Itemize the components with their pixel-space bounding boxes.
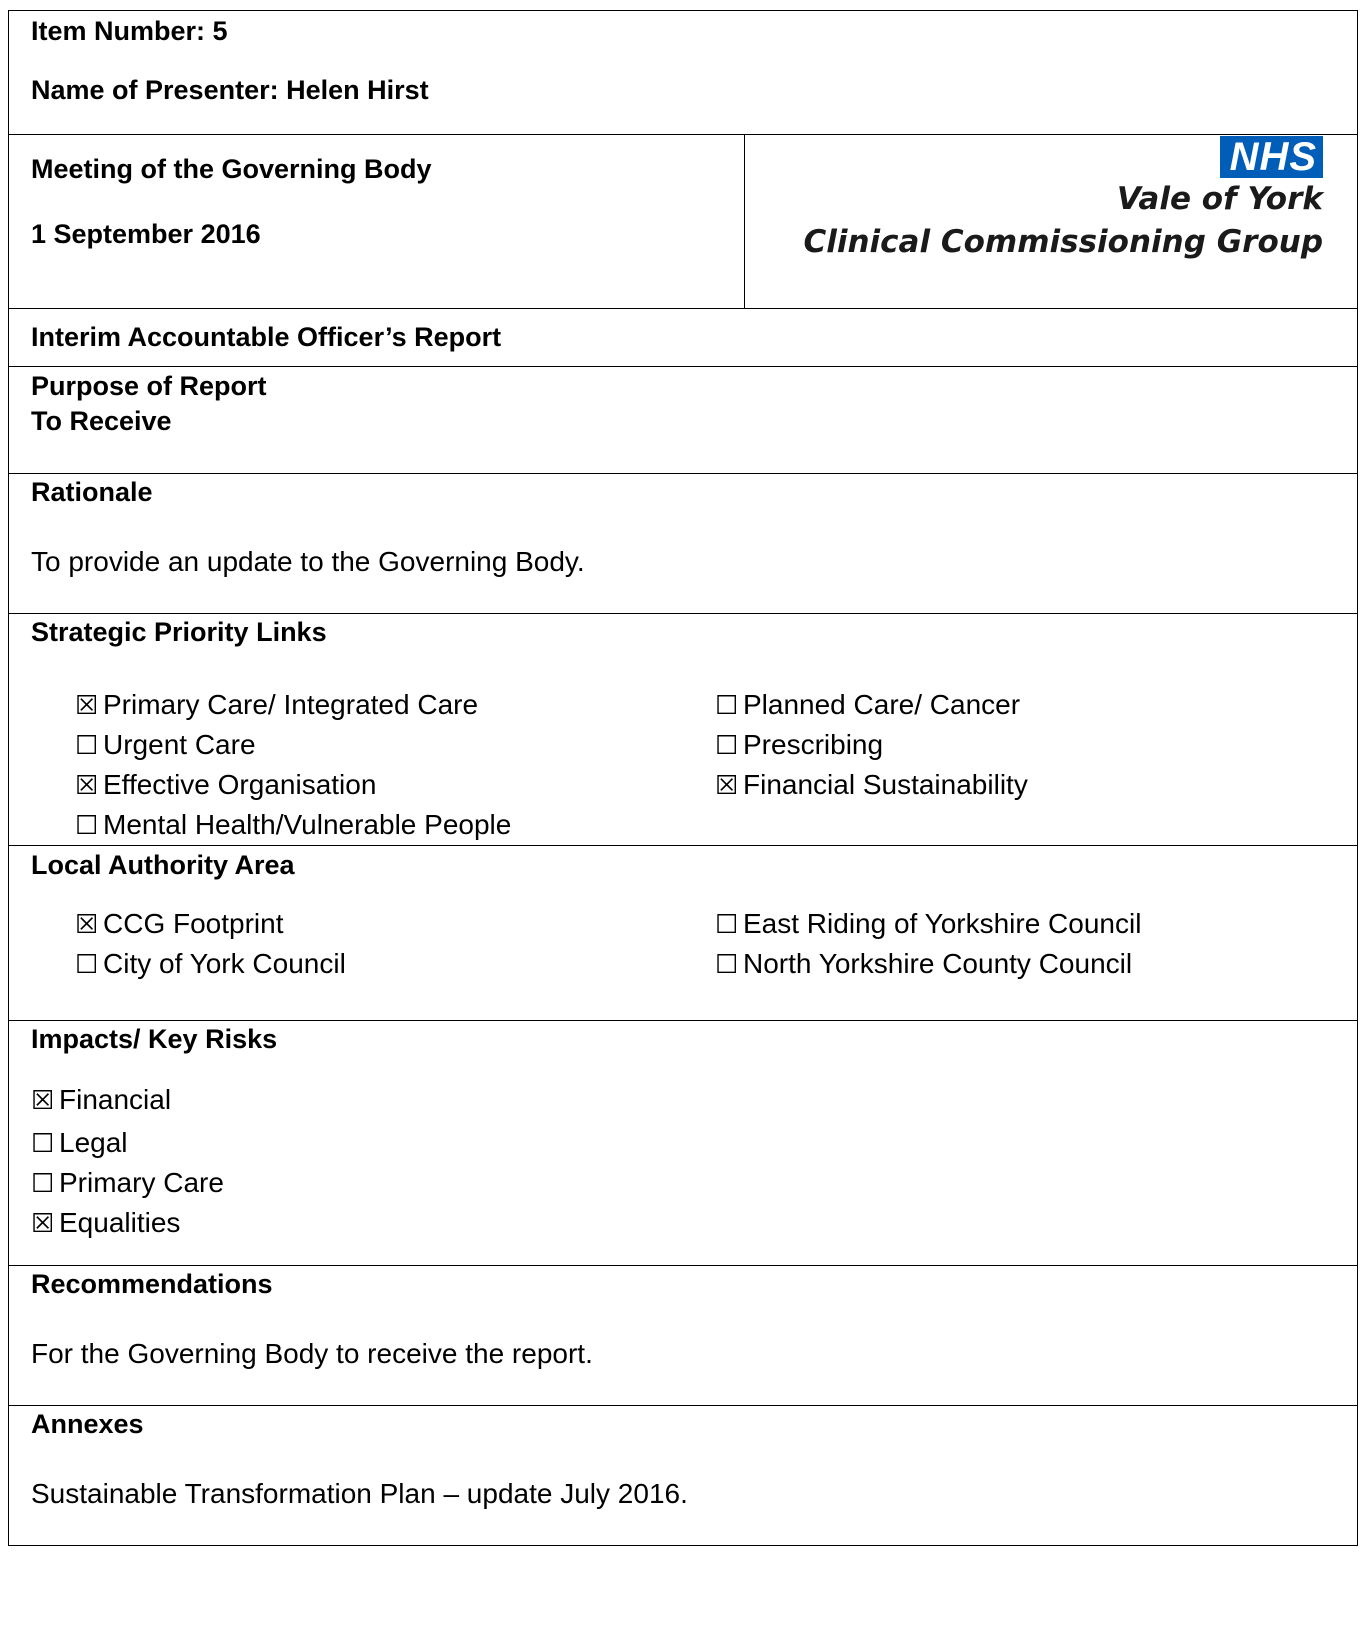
nhs-logo [745, 135, 1358, 309]
checkbox-planned-care[interactable]: ☐ Planned Care/ Cancer [715, 685, 1335, 725]
strategic-row [9, 614, 1358, 846]
checkbox-east-riding[interactable]: ☐ East Riding of Yorkshire Council [715, 904, 1335, 944]
annexes-text: Sustainable Transformation Plan – update July 2016. [31, 1478, 688, 1509]
checkbox-icon: ☐ [75, 730, 99, 760]
checkbox-mental-health[interactable]: ☐ Mental Health/Vulnerable People [75, 805, 715, 845]
presenter-name: Name of Presenter: Helen Hirst [31, 75, 429, 105]
checkbox-icon: ☐ [31, 1128, 55, 1158]
annexes-row [9, 1406, 1358, 1546]
checkbox-effective-organisation[interactable]: ☒ Effective Organisation [75, 765, 715, 805]
checkbox-icon: ☐ [31, 1168, 55, 1198]
checkbox-equalities[interactable]: ☒ Equalities [31, 1203, 1335, 1243]
checkbox-financial-sustainability[interactable]: ☒ Financial Sustainability [715, 765, 1335, 805]
checkbox-primary-care[interactable]: ☒ Primary Care/ Integrated Care [75, 685, 715, 725]
purpose-heading: Purpose of Report [31, 371, 267, 401]
purpose-value: To Receive [31, 406, 172, 436]
checkbox-icon: ☐ [715, 690, 739, 720]
checkbox-urgent-care[interactable]: ☐ Urgent Care [75, 725, 715, 765]
checkbox-primary-care-impact[interactable]: ☐ Primary Care [31, 1163, 1335, 1203]
recommendations-row [9, 1266, 1358, 1406]
checkbox-icon: ☒ [31, 1208, 55, 1238]
logo-line-2: Clinical Commissioning Group [803, 224, 1324, 260]
checkbox-city-of-york[interactable]: ☐ City of York Council [75, 944, 715, 984]
checkbox-financial[interactable]: ☒ Financial [31, 1077, 1335, 1123]
impacts-checkbox-list [31, 1077, 1335, 1243]
local-authority-checkbox-list [75, 904, 1335, 984]
meeting-date: 1 September 2016 [31, 219, 261, 249]
rationale-heading: Rationale [31, 477, 153, 507]
checkbox-icon: ☒ [75, 909, 99, 939]
cover-sheet-table [8, 10, 1358, 1546]
local-authority-heading: Local Authority Area [31, 850, 295, 880]
checkbox-north-yorkshire[interactable]: ☐ North Yorkshire County Council [715, 944, 1335, 984]
checkbox-icon: ☒ [75, 690, 99, 720]
item-row [9, 11, 1358, 135]
checkbox-prescribing[interactable]: ☐ Prescribing [715, 725, 1335, 765]
checkbox-icon: ☐ [715, 909, 739, 939]
checkbox-icon: ☒ [715, 770, 739, 800]
nhs-badge: NHS [1220, 136, 1323, 178]
checkbox-icon: ☒ [75, 770, 99, 800]
annexes-heading: Annexes [31, 1409, 144, 1439]
logo-line-1: Vale of York [1116, 181, 1324, 217]
recommendations-text: For the Governing Body to receive the report. [31, 1338, 593, 1369]
title-row [9, 309, 1358, 367]
checkbox-icon: ☒ [31, 1085, 55, 1115]
report-title: Interim Accountable Officer’s Report [31, 322, 502, 352]
checkbox-icon: ☐ [75, 810, 99, 840]
meeting-name: Meeting of the Governing Body [31, 154, 432, 184]
impacts-row [9, 1021, 1358, 1266]
checkbox-icon: ☐ [715, 730, 739, 760]
checkbox-ccg-footprint[interactable]: ☒ CCG Footprint [75, 904, 715, 944]
strategic-checkbox-list [75, 685, 1335, 845]
rationale-row [9, 474, 1358, 614]
purpose-row [9, 367, 1358, 474]
item-number: Item Number: 5 [31, 16, 228, 46]
recommendations-heading: Recommendations [31, 1269, 273, 1299]
rationale-text: To provide an update to the Governing Body. [31, 546, 585, 577]
strategic-heading: Strategic Priority Links [31, 617, 327, 647]
checkbox-icon: ☐ [715, 949, 739, 979]
meeting-row [9, 135, 1358, 309]
checkbox-icon: ☐ [75, 949, 99, 979]
impacts-heading: Impacts/ Key Risks [31, 1024, 278, 1054]
checkbox-legal[interactable]: ☐ Legal [31, 1123, 1335, 1163]
local-authority-row [9, 846, 1358, 1021]
